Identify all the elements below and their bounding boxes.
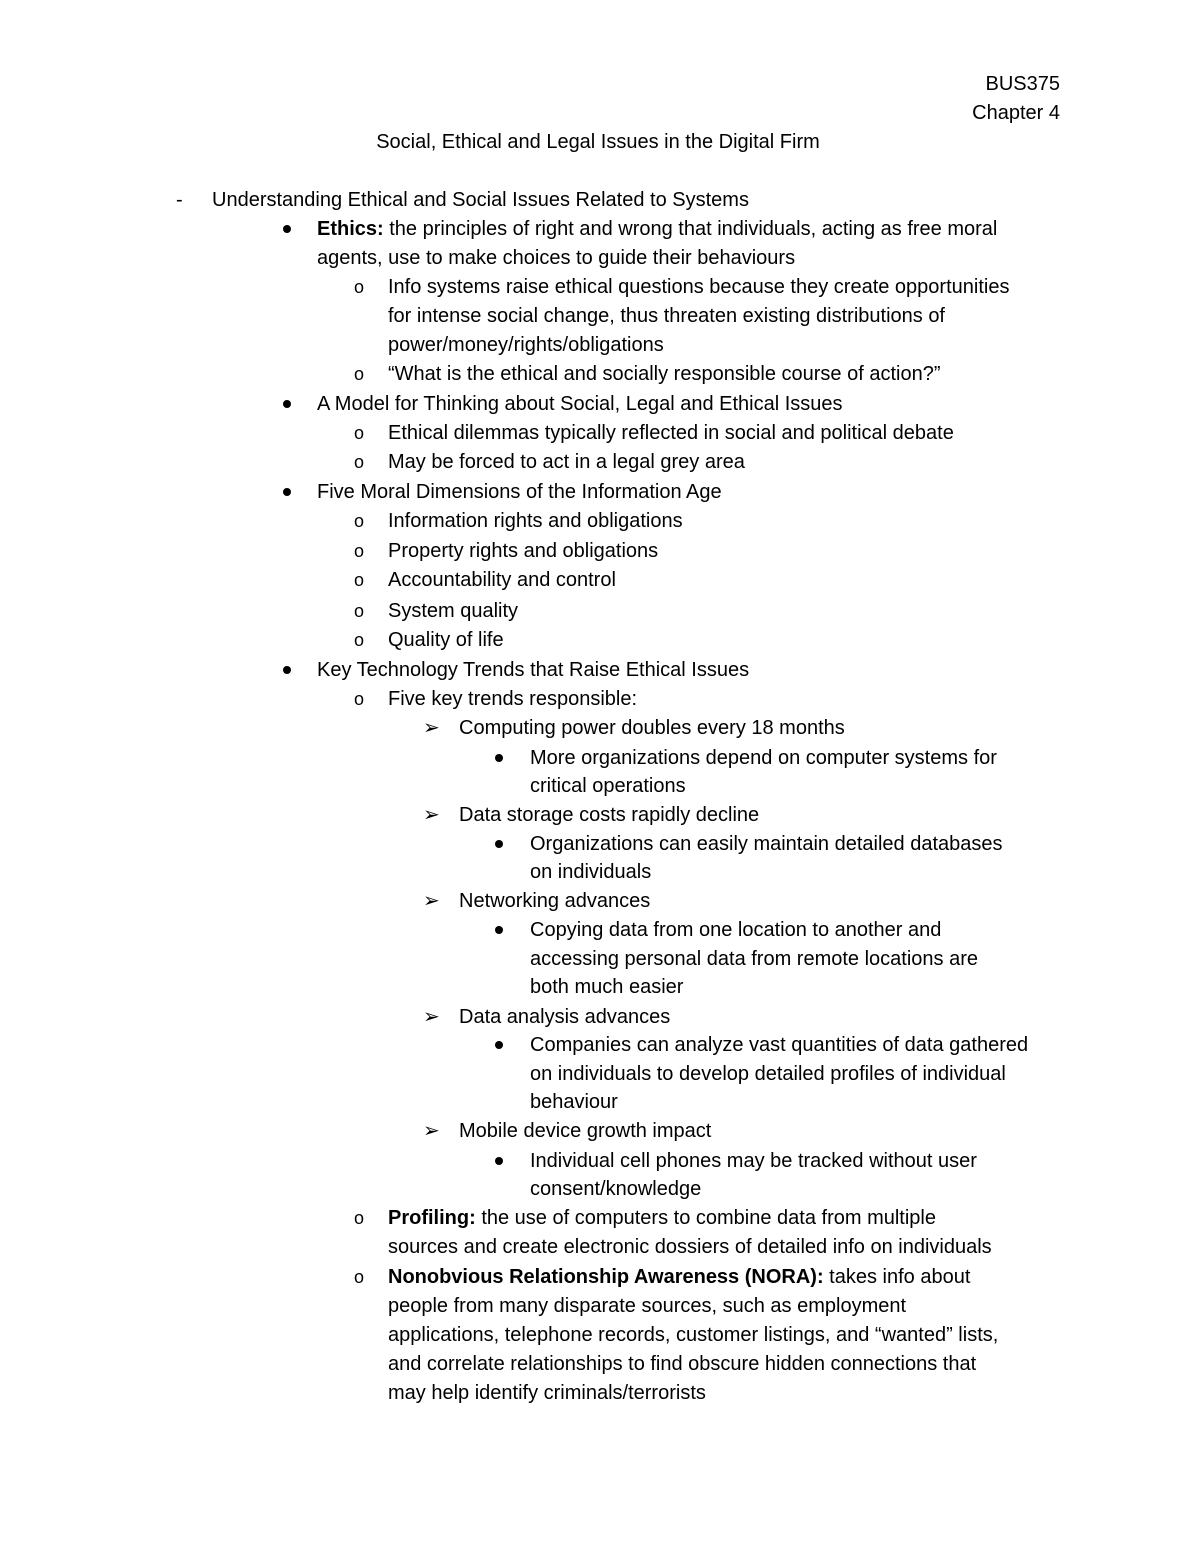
ethics-def-line2: agents, use to make choices to guide their behaviours xyxy=(317,247,796,269)
trend-item: Networking advances xyxy=(459,890,651,912)
nora-term: Nonobvious Relationship Awareness (NORA): xyxy=(388,1266,824,1288)
profiling-line2: sources and create electronic dossiers of detailed info on individuals xyxy=(388,1236,992,1258)
trend-detail-line: on individuals to develop detailed profiles of individual xyxy=(530,1063,1006,1085)
dimension-item: Accountability and control xyxy=(388,569,616,591)
arrow-marker: ➢ xyxy=(423,717,440,739)
trend-detail-line: on individuals xyxy=(530,861,652,883)
circle-marker: o xyxy=(354,541,365,561)
nora-line3: applications, telephone records, customer listings, and “wanted” lists, xyxy=(388,1324,999,1346)
arrow-marker: ➢ xyxy=(423,890,440,912)
trend-item: Data storage costs rapidly decline xyxy=(459,804,760,826)
circle-marker: o xyxy=(354,689,365,709)
info-systems-line2: for intense social change, thus threaten existing distributions of xyxy=(388,305,945,327)
bullet-dot xyxy=(495,830,503,848)
chapter-label: Chapter 4 xyxy=(972,102,1060,124)
trend-detail-line: Copying data from one location to another and xyxy=(530,919,942,941)
nora-line1: takes info about xyxy=(823,1266,971,1288)
nora-line5: may help identify criminals/terrorists xyxy=(388,1382,706,1404)
profiling-definition xyxy=(388,1204,936,1233)
dimension-item: Quality of life xyxy=(388,629,504,651)
trend-item: Computing power doubles every 18 months xyxy=(459,717,845,739)
trend-detail-line: Companies can analyze vast quantities of data gathered xyxy=(530,1034,1029,1056)
bullet-dot xyxy=(283,478,291,496)
bullet-dot xyxy=(283,656,291,674)
ethical-dilemmas: Ethical dilemmas typically reflected in social and political debate xyxy=(388,422,954,444)
profiling-line1: the use of computers to combine data from multiple xyxy=(475,1207,936,1229)
model-heading: A Model for Thinking about Social, Legal and Ethical Issues xyxy=(317,393,843,415)
info-systems-line1: Info systems raise ethical questions because they create opportunities xyxy=(388,276,1010,298)
circle-marker: o xyxy=(354,1267,365,1287)
bullet-dot xyxy=(283,215,291,233)
page-title: Social, Ethical and Legal Issues in the Digital Firm xyxy=(376,131,820,153)
trend-item: Mobile device growth impact xyxy=(459,1120,712,1142)
trend-detail-line: consent/knowledge xyxy=(530,1178,702,1200)
course-code: BUS375 xyxy=(985,73,1060,95)
info-systems-line3: power/money/rights/obligations xyxy=(388,334,664,356)
circle-marker: o xyxy=(354,1208,365,1228)
section-heading: Understanding Ethical and Social Issues Related to Systems xyxy=(212,189,749,211)
circle-marker: o xyxy=(354,277,365,297)
circle-marker: o xyxy=(354,570,365,590)
quote-question: “What is the ethical and socially responsible course of action?” xyxy=(388,363,941,385)
trend-detail-line: accessing personal data from remote locations are xyxy=(530,948,979,970)
circle-marker: o xyxy=(354,452,365,472)
dimension-item: Information rights and obligations xyxy=(388,510,683,532)
trend-item: Data analysis advances xyxy=(459,1006,671,1028)
ethics-def-line1: the principles of right and wrong that individuals, acting as free moral xyxy=(383,218,998,240)
nora-line4: and correlate relationships to find obscure hidden connections that xyxy=(388,1353,977,1375)
profiling-term: Profiling: xyxy=(388,1207,476,1229)
bullet-dot xyxy=(283,390,291,408)
circle-marker: o xyxy=(354,364,365,384)
bullet-dot xyxy=(495,916,503,934)
arrow-marker: ➢ xyxy=(423,1120,440,1142)
trends-heading: Key Technology Trends that Raise Ethical Issues xyxy=(317,659,750,681)
moral-dimensions-heading: Five Moral Dimensions of the Information Age xyxy=(317,481,722,503)
arrow-marker: ➢ xyxy=(423,1006,440,1028)
trend-detail-line: critical operations xyxy=(530,775,686,797)
circle-marker: o xyxy=(354,601,365,621)
ethics-definition xyxy=(317,215,997,244)
ethics-term: Ethics: xyxy=(317,218,384,240)
circle-marker: o xyxy=(354,423,365,443)
circle-marker: o xyxy=(354,630,365,650)
bullet-dot xyxy=(495,744,503,762)
dimension-item: Property rights and obligations xyxy=(388,540,659,562)
five-key-trends: Five key trends responsible: xyxy=(388,688,638,710)
trend-detail-line: More organizations depend on computer systems for xyxy=(530,747,997,769)
trend-detail-line: both much easier xyxy=(530,976,684,998)
trend-detail-line: behaviour xyxy=(530,1091,618,1113)
dimension-item: System quality xyxy=(388,600,519,622)
bullet-dot xyxy=(495,1031,503,1049)
legal-grey-area: May be forced to act in a legal grey area xyxy=(388,451,745,473)
circle-marker: o xyxy=(354,511,365,531)
trend-detail-line: Organizations can easily maintain detailed databases xyxy=(530,833,1003,855)
arrow-marker: ➢ xyxy=(423,804,440,826)
nora-definition xyxy=(388,1263,970,1292)
bullet-dot xyxy=(495,1147,503,1165)
nora-line2: people from many disparate sources, such as employment xyxy=(388,1295,907,1317)
trend-detail-line: Individual cell phones may be tracked without user xyxy=(530,1150,977,1172)
dash-marker: - xyxy=(176,189,183,211)
